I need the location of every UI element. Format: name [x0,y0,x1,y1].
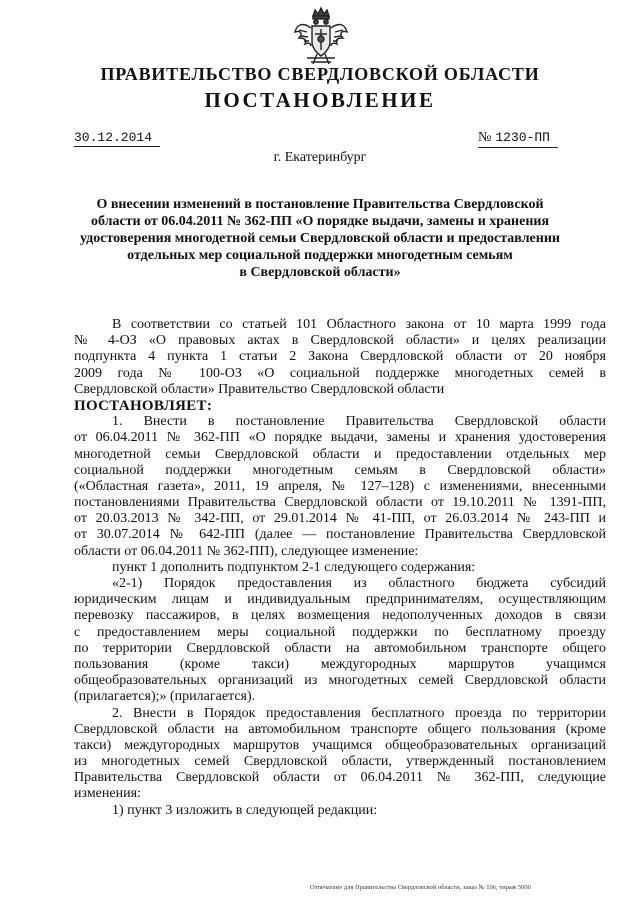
body-line: пункт 1 дополнить подпунктом 2-1 следующего содержания: [112,559,476,575]
body-line: В соответствии со статьей 101 Областного закона от 10 марта 1999 года [112,317,606,332]
body-line: изменения: [74,786,141,802]
body-line: социальной поддержки многодетным семьям в Свердловской области» [74,462,606,478]
number-prefix: № [478,130,492,145]
body-line: от 30.07.2014 № 642-ПП (далее — постановление Правительства Свердловской [74,527,606,543]
body-line: из многодетных семей Свердловской области, утвержденный постановлением [74,754,606,770]
body-line: Свердловской области» Правительство Свердловской области [74,381,445,397]
document-number [478,130,558,148]
title-line: удостоверения многодетной семьи Свердловской области и предоставлении [80,231,560,246]
title-line: О внесении изменений в постановление Правительства Свердловской [96,197,544,212]
body-line: от 20.03.2013 № 342-ПП, от 29.01.2014 № 41-ПП, от 26.03.2014 № 243-ПП и [74,511,606,527]
body-line: такси) междугородных маршрутов учащимся общеобразовательных организаций [74,737,606,753]
body-line: юридическим лицам и индивидуальным предпринимателям, осуществляющим [74,592,606,608]
decree-word: ПОСТАНОВЛЯЕТ: [74,397,213,414]
title-line: в Свердловской области» [239,265,401,280]
document-date: 30.12.2014 [74,130,160,147]
body-line: общеобразовательных организаций из многодетных семей Свердловской области [74,673,606,689]
body-line: № 4-ОЗ «О правовых актах в Свердловской области» и целях реализации [74,333,606,349]
organization-name: ПРАВИТЕЛЬСТВО СВЕРДЛОВСКОЙ ОБЛАСТИ [100,64,540,84]
body-line: постановлениями Правительства Свердловской области от 19.10.2011 № 1391-ПП, [74,495,606,511]
print-footer: Отпечатано для Правительства Свердловской области, заказ № 106, тираж 5000 [310,884,531,891]
body-line: подпункта 4 пункта 1 статьи 2 Закона Свердловской области от 20 ноября [74,349,606,365]
number-value: 1230-ПП [495,130,550,145]
title-line: области от 06.04.2011 № 362-ПП «О порядке выдачи, замены и хранения [90,214,550,229]
body-line: (прилагается);» (прилагается). [74,689,256,705]
body-line: 2009 года № 100-ОЗ «О социальной поддержке многодетных семей в [74,365,606,381]
body-line: («Областная газета», 2011, 19 апреля, № 127–128) с изменениями, внесенными [74,478,606,494]
body-line: многодетной семьи Свердловской области и предоставлении отдельных мер [74,446,606,462]
body-line: области от 06.04.2011 № 362-ПП), следующее изменение: [74,543,419,559]
document-city: г. Екатеринбург [273,150,367,165]
document-type: ПОСТАНОВЛЕНИЕ [204,88,436,112]
document-body [74,317,606,819]
body-line: по территории Свердловской области на автомобильном транспорте общего [74,640,606,656]
coat-of-arms-icon [293,6,349,66]
document-title [76,196,564,281]
body-line: от 06.04.2011 № 362-ПП «О порядке выдачи, замены и хранения удостоверения [74,430,606,446]
body-line: Свердловской области на автомобильном транспорте общего пользования (кроме [74,721,606,737]
title-line: отдельных мер социальной поддержки многодетным семьям [127,248,513,263]
body-line: Правительства Свердловской области от 06.04.2011 № 362-ПП, следующие [74,770,606,786]
body-line: с предоставлением меры социальной поддержки по бесплатному проезду [74,624,606,640]
body-line: перевозку пассажиров, в целях возмещения недополученных доходов в связи [74,608,606,624]
body-line: 1) пункт 3 изложить в следующей редакции: [112,802,378,818]
body-line: 1. Внести в постановление Правительства Свердловской области [112,414,606,430]
body-line: 2. Внести в Порядок предоставления бесплатного проезда по территории [112,705,606,721]
body-line: «2-1) Порядок предоставления из областного бюджета субсидий [112,576,606,591]
body-line: пользования (кроме такси) междугородных маршрутов учащимся [74,656,606,672]
